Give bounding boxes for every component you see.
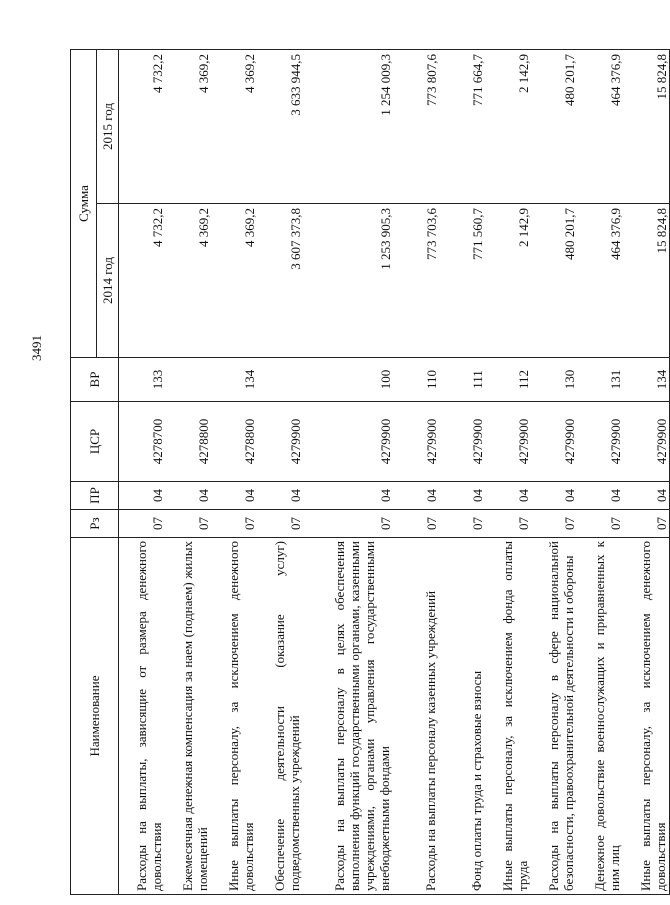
table-row [119,50,166,895]
table-row [485,50,531,895]
row-sum-2014: 464 376,9 [577,204,623,358]
table-row [439,50,485,895]
row-pr: 04 [393,482,439,510]
row-vr: 131 [577,358,623,402]
row-rz: 07 [165,510,211,538]
table-row [393,50,439,895]
row-vr: 134 [211,358,257,402]
row-sum-2015: 480 201,7 [531,50,577,204]
row-sum-2014: 4 369,2 [211,204,257,358]
row-sum-2015: 15 824,8 [623,50,670,204]
row-csr: 4279900 [623,402,670,482]
rotated-page [70,50,669,895]
row-vr: 134 [623,358,670,402]
page-number: 3491 [29,335,44,361]
row-rz: 07 [439,510,485,538]
row-sum-2014: 15 824,8 [623,204,670,358]
row-rz: 07 [485,510,531,538]
row-sum-2015: 3 633 944,5 [257,50,303,204]
row-csr: 4279900 [577,402,623,482]
row-sum-2015: 4 369,2 [211,50,257,204]
row-sum-2014: 773 703,6 [393,204,439,358]
header-name: Наименование [71,538,119,895]
row-vr: 130 [531,358,577,402]
row-csr: 4278800 [165,402,211,482]
header-sum: Сумма [71,50,97,358]
row-rz: 07 [393,510,439,538]
table-row [165,50,211,895]
row-name: Фонд оплаты труда и страховые взносы [439,538,485,895]
row-csr: 4279900 [303,402,393,482]
row-sum-2014: 2 142,9 [485,204,531,358]
row-rz: 07 [531,510,577,538]
row-name: Обеспечение деятельности (оказание услуг) подведомственных учреждений [257,538,303,895]
row-rz: 07 [577,510,623,538]
table-row [577,50,623,895]
row-vr: 111 [439,358,485,402]
row-name: Ежемесячная денежная компенсация за наем (поднаем) жилых помещений [165,538,211,895]
row-name: Иные выплаты персоналу, за исключением денежного довольствия [623,538,670,895]
row-sum-2015: 773 807,6 [393,50,439,204]
table-row [531,50,577,895]
row-sum-2015: 4 369,2 [165,50,211,204]
row-rz: 07 [623,510,670,538]
table-body [119,50,670,895]
row-csr: 4279900 [531,402,577,482]
row-sum-2015: 1 254 009,3 [303,50,393,204]
budget-table [70,49,670,895]
table-row [623,50,670,895]
row-pr: 04 [485,482,531,510]
row-vr: 110 [393,358,439,402]
row-csr: 4278800 [211,402,257,482]
row-sum-2015: 2 142,9 [485,50,531,204]
row-sum-2015: 4 732,2 [119,50,166,204]
row-rz: 07 [119,510,166,538]
row-vr: 112 [485,358,531,402]
row-rz: 07 [303,510,393,538]
row-name: Расходы на выплаты персоналу казенных учреждений [393,538,439,895]
row-pr: 04 [303,482,393,510]
row-pr: 04 [623,482,670,510]
row-sum-2014: 4 732,2 [119,204,166,358]
row-pr: 04 [257,482,303,510]
row-pr: 04 [165,482,211,510]
row-name: Расходы на выплаты персоналу в сфере национальной безопасности, правоохранительной деятельности и обороны [531,538,577,895]
row-pr: 04 [439,482,485,510]
row-sum-2014: 3 607 373,8 [257,204,303,358]
table-row [303,50,393,895]
header-vr: ВР [71,358,119,402]
row-sum-2014: 4 369,2 [165,204,211,358]
header-2015: 2015 год [97,50,119,204]
row-name: Денежное довольствие военнослужащих и приравненных к ним лиц [577,538,623,895]
row-csr: 4279900 [439,402,485,482]
row-name: Расходы на выплаты, зависящие от размера денежного довольствия [119,538,166,895]
row-csr: 4279900 [257,402,303,482]
row-pr: 04 [211,482,257,510]
row-name: Иные выплаты персоналу, за исключением фонда оплаты труда [485,538,531,895]
row-csr: 4279900 [393,402,439,482]
row-pr: 04 [119,482,166,510]
row-vr [165,358,211,402]
row-rz: 07 [257,510,303,538]
row-sum-2014: 480 201,7 [531,204,577,358]
header-pr: ПР [71,482,119,510]
row-sum-2015: 771 664,7 [439,50,485,204]
row-vr: 133 [119,358,166,402]
row-name: Иные выплаты персоналу, за исключением денежного довольствия [211,538,257,895]
table-row [257,50,303,895]
row-csr: 4279900 [485,402,531,482]
row-vr [257,358,303,402]
row-pr: 04 [577,482,623,510]
row-name: Расходы на выплаты персоналу в целях обеспечения выполнения функций государственными органами, казенными учреждениями, органами управления государственными внебюджетными фондами [303,538,393,895]
header-csr: ЦСР [71,402,119,482]
row-sum-2014: 1 253 905,3 [303,204,393,358]
row-vr: 100 [303,358,393,402]
row-sum-2015: 464 376,9 [577,50,623,204]
row-csr: 4278700 [119,402,166,482]
row-pr: 04 [531,482,577,510]
row-rz: 07 [211,510,257,538]
table-row [211,50,257,895]
header-rz: Рз [71,510,119,538]
header-2014: 2014 год [97,204,119,358]
row-sum-2014: 771 560,7 [439,204,485,358]
